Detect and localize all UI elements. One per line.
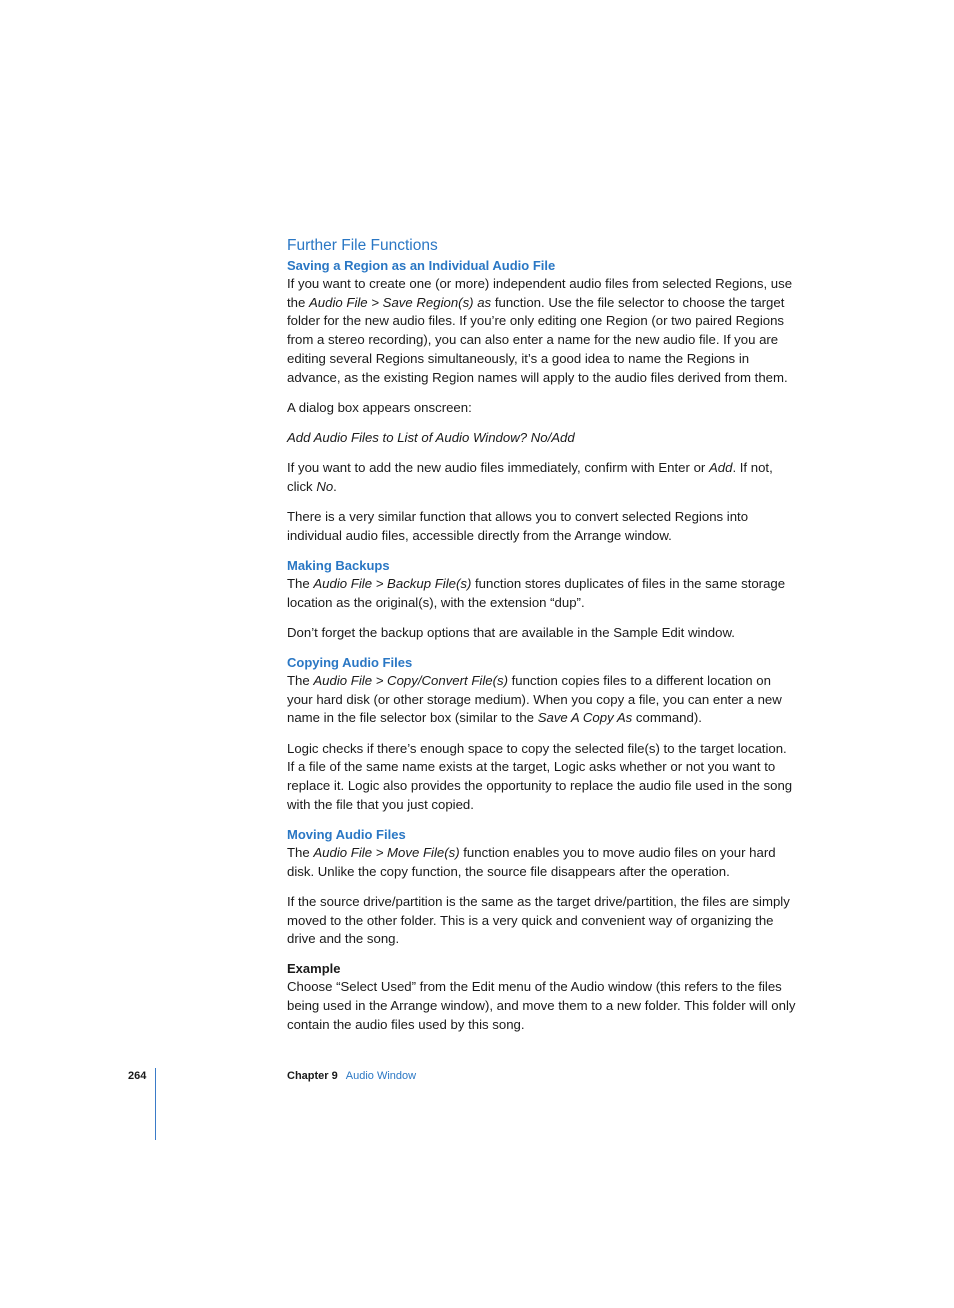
heading-saving-region: Saving a Region as an Individual Audio File [287,258,556,273]
heading-making-backups: Making Backups [287,557,390,573]
menu-path: Audio File > Save Region(s) as [309,294,492,310]
heading-copying-audio-files: Copying Audio Files [287,655,413,671]
running-footer [287,1070,416,1082]
heading-moving-audio-files: Moving Audio Files [287,826,406,842]
page-number: 264 [128,1070,147,1082]
paragraph: Don’t forget the backup options that are available in the Sample Edit window. [287,624,735,640]
paragraph [287,459,797,496]
paragraph [287,575,797,612]
heading-example: Example [287,961,341,977]
text-run: The [287,673,314,689]
text-run: command). [632,710,702,726]
paragraph [287,844,797,881]
paragraph [287,275,797,387]
text-run: function copies files to a different location on your hard disk (or other storage medium). When you copy a file, you can enter a new name in the file selector box (similar to the [287,673,782,726]
paragraph: If the source drive/partition is the same as the target drive/partition, the files are simply moved to the other folder. This is a very quick and convenient way of organizing the drive and the song. [287,893,790,947]
text-run: If you want to add the new audio files immediately, confirm with Enter or [287,460,709,476]
paragraph [287,672,797,728]
text-run: function enables you to move audio files on your hard disk. Unlike the copy function, the source file disappears after the operation. [287,844,776,879]
chapter-title: Audio Window [345,1070,417,1082]
text-run: If you want to create one (or more) independent audio files from selected Regions, use the [287,276,793,310]
menu-path: Audio File > Backup File(s) [313,575,472,591]
paragraph: A dialog box appears onscreen: [287,399,472,415]
text-run: . [333,478,337,494]
button-name: No [316,478,334,494]
paragraph: There is a very similar function that allows you to convert selected Regions into individual audio files, accessible directly from the Arrange window. [287,509,749,543]
button-name: Add [708,460,733,476]
menu-path: Audio File > Copy/Convert File(s) [313,673,508,689]
paragraph: Choose “Select Used” from the Edit menu of the Audio window (this refers to the files being used in the Arrange window), and move them to a new folder. This folder will only contain the audio files used by this song. [287,979,796,1032]
text-run: The [287,575,314,591]
paragraph: Logic checks if there’s enough space to copy the selected file(s) to the target location. If a file of the same name exists at the target, Logic asks whether or not you want to replace it. Logic also provides the opportunity to replace the audio file used in the song with the file that you just copied. [287,740,793,812]
text-run: function stores duplicates of files in the same storage location as the original(s), with the extension “dup”. [287,575,786,610]
paragraph [287,429,797,448]
text-run: . If not, click [287,460,773,494]
menu-path: Audio File > Move File(s) [313,844,460,860]
chapter-label: Chapter 9 [287,1070,338,1082]
section-title: Further File Functions [287,237,438,254]
dialog-text: Add Audio Files to List of Audio Window? No/Add [287,429,575,445]
text-run: The [287,844,314,860]
footer-divider [155,1068,156,1140]
command-name: Save A Copy As [537,710,633,726]
page-body [287,236,797,1046]
text-run: function. Use the file selector to choose the target folder for the new audio files. If you’re only editing one Region (or two paired Regions from a stereo recording), you can also enter a name for the new audio file. If you are editing several Regions simultaneously, it’s a good idea to name the Regions in advance, as the existing Region names will apply to the audio files derived from them. [287,294,788,385]
